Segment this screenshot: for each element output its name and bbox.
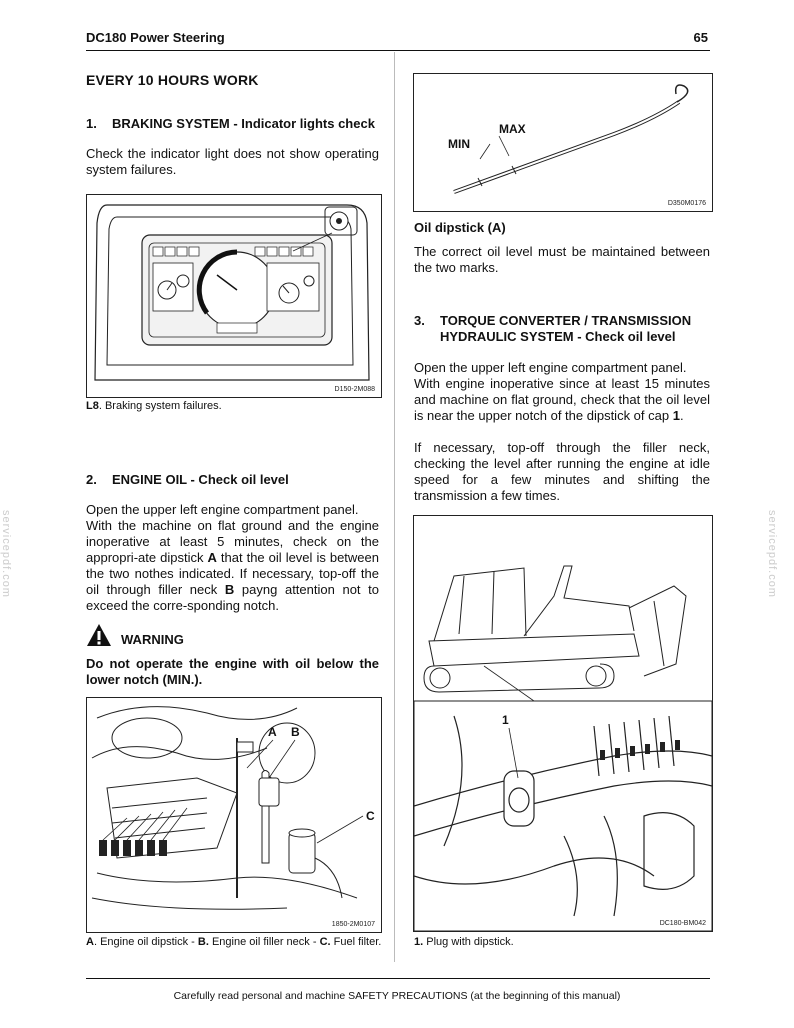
transmission-step-2: With engine inoperative since at least 15 minutes and machine on flat ground, check that the oil level is near the upper notch of the dipstick of cap 1. [414,376,710,423]
subsection-3-title-line-1: TORQUE CONVERTER / TRANSMISSION [440,313,692,328]
panel-caption-text: . Braking system failures. [98,400,222,412]
dipstick-max-label: MAX [499,122,526,136]
instrument-panel-drawing [87,195,381,397]
fig-code-panel: D150-2M088 [334,386,375,393]
column-divider [394,52,395,962]
engine-oil-step-2: With the machine on flat ground and the engine inoperative at least 5 minutes, check on the appropri-ate dipstick A that the oil level is between the two nothes indicated. If necessary, top-off the oil through filler neck B payng attention not to exceed the corre-sponding notch. [86,518,380,613]
transmission-figure [413,515,713,932]
panel-caption-key: L8 [86,400,99,412]
footer-rule [86,978,710,979]
warning-text: Do not operate the engine with oil below the lower notch (MIN.). [86,656,379,687]
engine-compartment-figure [86,697,382,933]
engine-oil-step-1: Open the upper left engine compartment panel. [86,502,359,517]
braking-check-text: Check the indicator light does not show operating system failures. [86,146,379,177]
watermark-left: servicepdf.com [0,510,12,598]
warning-icon [86,623,112,652]
subsection-2-body [86,502,379,614]
subsection-1-heading [86,116,375,131]
subsection-3-heading [414,313,691,345]
subsection-2-heading [86,472,289,487]
subsection-3-number: 3. [414,313,425,328]
subsection-3-title-line-2: HYDRAULIC SYSTEM - Check oil level [440,329,676,344]
instrument-panel-figure [86,194,382,398]
transmission-drawing [414,516,712,931]
dipstick-title: Oil dipstick (A) [414,220,506,235]
dipstick-body: The correct oil level must be maintained between the two marks. [414,244,710,275]
label-b: B [291,725,300,739]
manual-title: DC180 Power Steering [86,30,225,45]
transmission-caption: 1. Plug with dipstick. [414,936,514,948]
section-title: EVERY 10 HOURS WORK [86,72,259,88]
transmission-step-1: Open the upper left engine compartment panel. [414,360,687,375]
fig-code-engine: 1850-2M0107 [331,921,375,928]
plug-label: 1 [502,713,509,727]
fig-code-dipstick: D350M0176 [667,200,706,207]
fig-code-transmission: DC180-BM042 [659,920,706,927]
footer-note: Carefully read personal and machine SAFETY PRECAUTIONS (at the beginning of this manual) [173,990,621,1002]
subsection-1-body [86,146,379,178]
header-rule [86,50,710,51]
subsection-2-number: 2. [86,472,97,487]
dipstick-figure [413,73,713,212]
engine-caption: A. Engine oil dipstick - B. Engine oil filler neck - C. Fuel filter. [86,936,382,948]
engine-compartment-drawing [87,698,381,932]
page-number: 65 [693,30,708,45]
panel-caption [86,400,222,412]
subsection-2-title: ENGINE OIL - Check oil level [112,472,289,487]
dipstick-drawing [414,74,712,211]
subsection-1-title: BRAKING SYSTEM - Indicator lights check [112,116,375,131]
dipstick-min-label: MIN [448,137,470,151]
warning-label: WARNING [121,632,184,647]
subsection-3-body [414,360,710,504]
label-c: C [366,809,375,823]
transmission-step-3: If necessary, top-off through the filler neck, checking the level after running the engine at idle speed for a few minutes and shifting the transmission a few times. [414,440,710,503]
watermark-right: servicepdf.com [766,510,778,598]
subsection-1-number: 1. [86,116,97,131]
label-a: A [268,725,277,739]
